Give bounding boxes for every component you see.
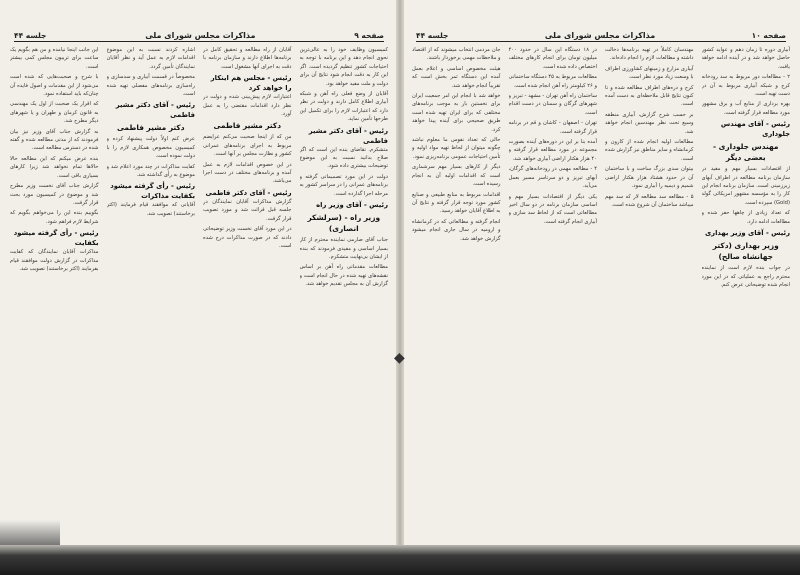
paragraph: متشکرم. تقاضای بنده این است که اگر صلاح بدانید نسبت به این موضوع توضیحات بیشتری داده شود. — [299, 146, 388, 170]
paragraph: با شرح و صحبت‌هایی که شده است می‌شود از این مقدمات و اصول فایده آن چنان‌که باید استفاده نمود. — [10, 74, 99, 98]
binding-mark-icon: ◆ — [394, 350, 405, 366]
paragraph: هیئت مخصوص اساسی و اعلام بعمل آمده این دستگاه ثمر بخش است که تقریباً انجام خواهد شد. — [412, 65, 501, 89]
paragraph: در این خصوص اقدامات لازم به عمل آمده و برنامه‌های مختلف در دست اجرا می‌باشد. — [203, 161, 292, 185]
text-column — [107, 46, 196, 493]
paragraph: جان مردمی انتخاب میشوند که از اقتصاد و ملاحظات مهمی برخوردار باشند. — [412, 47, 501, 62]
paragraph: آبیاری مزارع و زمینهای کشاورزی اطراف با وسعت زیاد مورد نظر است. — [605, 65, 694, 81]
paragraph: ۵ - مطالعه سد مطالعه لار که سد مهم میباشد ساختمان آن شروع شده است. — [605, 193, 694, 208]
paragraph: مذاکرات آقایان نمایندگان که کفایت مذاکرات در گزارش دولت موافقند قیام بفرمایند (اکثر برخاستند) تصویب شد. — [10, 249, 99, 272]
paragraph: ساختمان راه آهن تهران - مشهد - تبریز و شهرهای گرگان و سمنان در دست اقدام است. — [508, 93, 597, 116]
paragraph: مطالعات مقدماتی راه آهن بر اساس نقشه‌های تهیه شده در حال انجام است و گزارش آن به مجلس تقدیم خواهد شد. — [299, 264, 388, 288]
speaker-line: رئیس - آقای دکتر مشیر فاطمی — [115, 101, 195, 120]
speaker-line: رئیس - آقای مهندس جلوداری — [720, 120, 790, 139]
paragraph: گزارش جناب آقای نخست وزیر مطرح شد و موضوع در کمیسیون مورد بحث قرار گرفت. — [10, 183, 99, 206]
paragraph: حالی که تعداد نفوس ما معلوم نباشد چگونه میتوان از لحاظ تهیه مواد اولیه و تأمین احتیاجات عمومی برنامه‌ریزی نمود. — [412, 137, 501, 160]
speaker-line: رئیس - رأی گرفته میشود بکفایت مذاکرات — [110, 182, 195, 201]
paragraph: اعتبارات لازم پیش‌بینی شده و دولت در نظر دارد اقدامات مقتضی را به عمل آورد. — [203, 94, 292, 118]
paragraph: اقدامات مربوط به منابع طبیعی و صنایع کشور مورد توجه قرار گرفته و نتایج آن به اطلاع آقایان خواهد رسید. — [412, 191, 501, 215]
right-page-columns — [412, 46, 790, 493]
running-title: مذاکرات مجلس شورای ملی — [145, 31, 256, 40]
right-page — [402, 0, 800, 545]
paragraph: بنده عرض میکنم که این مطالعه حالا حالاها تمام نخواهد شد زیرا کارهای بسیاری باقی است. — [10, 155, 99, 179]
paragraph: انجام گرفته و مطالعاتی که در کرمانشاه و ارومیه در سال جاری انجام میشود گزارش خواهد شد. — [412, 218, 501, 242]
paragraph: دیگر از کارهای بسیار مهم سرشماری است که اقدامات اولیه آن به انجام رسیده است. — [412, 164, 501, 188]
speaker-line: رئیس - آقای وزیر راه — [316, 201, 388, 210]
paragraph: در ۱۸ دستگاه این سال در حدود ۴۰۰ میلیون تومان برای انجام کارهای مختلف اختصاص داده شده است. — [508, 47, 597, 70]
scan-bottom-shadow — [0, 545, 800, 575]
session-number: جلسه ۴۴ — [416, 31, 449, 40]
text-column — [412, 46, 501, 493]
paragraph: مطالعات مربوط به ۴۵ دستگاه ساختمانی و ۲۶ کیلومتر راه آهن انجام شده است. — [508, 74, 597, 89]
paragraph: مهندسان کاملاً در تهیه برنامه‌ها دخالت داشته و مطالعات لازم را انجام داده‌اند. — [605, 47, 694, 62]
speaker-line: رئیس - آقای وزیر بهداری — [704, 229, 790, 238]
paragraph: که اقرار یک صحبت از اول یک مهندسی به قانون کرمان و طهران و یا شهرهای دیگر مطرح شد. — [10, 101, 99, 125]
text-column — [605, 46, 694, 493]
paragraph: عرض کنم اولاً دولت پیشنهاد کرده و کمیسیون مخصوص همکاری لازم را با دولت نموده است. — [106, 136, 195, 160]
speaker-line: رئیس - رأی گرفته میشود بکفایت — [13, 229, 99, 248]
right-page-header — [416, 30, 786, 42]
section-heading: وزیر راه - (سرلشکر انصاری) — [307, 213, 381, 234]
paragraph: مطالعات اولیه انجام شده از کارون و کرمانشاه و سایر مناطق نیز گزارش شده است. — [605, 139, 694, 162]
paragraph: من که از اینجا صحبت می‌کنم عرایضم مربوط به اجرای برنامه‌های عمرانی کشور و نظارت مجلس بر آنها است. — [203, 134, 292, 158]
paragraph: گزارش مذاکرات آقایان نمایندگان در جلسه قبل قرائت شد و مورد تصویب قرار گرفت. — [203, 198, 292, 222]
paragraph: در این مورد آقای نخست وزیر توضیحاتی دادند که در صورت مذاکرات درج شده است. — [203, 226, 292, 249]
page-number: صفحه ۱۰ — [751, 31, 786, 40]
paragraph: که تعداد زیادی از چاهها حفر شده و مطالعات ادامه دارد. — [701, 210, 790, 225]
speaker-line: رئیس - مجلس هم اینکار را خواهد کرد — [210, 74, 292, 93]
section-heading: دکتر مشیر فاطمی — [213, 121, 282, 131]
page-number: صفحه ۹ — [354, 31, 384, 40]
paragraph: به گزارش جناب آقای وزیر نیز بیان فرمودند که از مدتی مطالعه شده و گفته شده در دسترس مطالعه است. — [10, 128, 99, 152]
paragraph: کمیسیون وظایف خود را به عالی‌ترین نحوی انجام دهد و این برنامه با توجه به احتیاجات کشور تنظیم گردیده است. اگر این کار به دقت انجام شود نتایج آن برای دولت و ملت مفید خواهد بود. — [299, 47, 388, 87]
section-heading: مهندس جلوداری - بعضی دیگر — [713, 142, 779, 163]
speaker-line: رئیس - آقای دکتر فاطمی — [205, 188, 292, 197]
paragraph: آمده بنا بر این در دوره‌های آینده بصورت مجموعه در مورد مطالعه قرار گرفته و ۴۰ هزار هکتار اراضی آبیاری خواهد شد. — [508, 139, 597, 162]
paragraph: اشاره کردند نسبت به این موضوع اقدامات لازم به عمل آید و نظر آقایان نمایندگان تأمین گردد. — [106, 47, 195, 70]
paragraph: مخصوصاً در قسمت آبیاری و سدسازی و راه‌سازی برنامه‌های مفصلی تهیه شده است. — [106, 74, 195, 98]
text-column — [203, 46, 292, 493]
section-heading: دکتر مشیر فاطمی — [116, 123, 185, 133]
scan-edge-shadow — [0, 520, 60, 545]
paragraph: از اقتصادات بسیار مهم و مفید در سازمان برنامه مطالعه در اطراف آبهای زیرزمینی است. سازمان برنامه انجام این کار را به مؤسسه مشهور امریکائی گولد (Gold) سپرده است. — [701, 166, 790, 206]
paragraph: دولت در این مورد تصمیماتی گرفته و برنامه‌های عمرانی را در سراسر کشور به مرحله اجرا گذارده است. — [299, 173, 388, 197]
text-column — [702, 46, 791, 493]
text-column — [300, 46, 389, 493]
paragraph: در جواب بنده لازم است از نماینده محترم راجع به عملیاتی که در این مورد انجام شده توضیحاتی عرض کنم. — [701, 265, 790, 288]
paragraph: آبیاری دوره تا زمان دهم و عواید کشور حاصل خواهد شد و در آینده ادامه خواهد یافت. — [701, 47, 790, 70]
paragraph: کرج و دره‌های اطراف مطالعه شده و تا کنون نتایج قابل ملاحظه‌ای به دست آمده است. — [605, 84, 694, 108]
text-column — [10, 46, 99, 493]
left-page — [0, 0, 398, 545]
running-title: مذاکرات مجلس شورای ملی — [544, 31, 656, 40]
paragraph: بگوییم بنده این را می‌خواهم بگویم که شرایط لازم فراهم شود. — [10, 210, 99, 225]
left-page-columns — [10, 46, 388, 493]
paragraph: بهره برداری از منابع آب و برق مشهور مورد مطالعه قرار گرفته است. — [701, 101, 790, 116]
paragraph: آقایان از راه مطالعه و تحقیق کامل در برنامه‌ها اطلاع دارند و سازمان برنامه با دقت به اجرای آنها مشغول است. — [203, 47, 292, 70]
paragraph: جناب آقای صارمی نماینده محترم از کار بسیار اساسی و مفیدی فرمودند که بنده از ایشان بی‌نهایت متشکرم. — [299, 237, 388, 260]
speaker-line: رئیس - آقای دکتر مشیر فاطمی — [308, 126, 388, 145]
session-number: جلسه ۴۴ — [14, 31, 47, 40]
text-column — [509, 46, 598, 493]
left-page-header — [14, 30, 384, 42]
section-heading: وزیر بهداری (دکتر جهانشاه صالح) — [712, 241, 779, 262]
paragraph: خواهد شد با انجام این امر جمعیت ایران برای نخستین بار به موجب برنامه‌های مختلفی که برای ایران تهیه شده است طریق صحیحی برای آینده پیدا خواهد کرد. — [412, 93, 501, 133]
paragraph: ۴ - مطالعه مهمی در رودخانه‌های گرگان، آبهای تبریز و دو سرتاسر مسیر بعمل می‌آید. — [508, 166, 597, 190]
paragraph: بیتوان سدی بزرگ ساخت و با ساختمان آن در حدود هشتاد هزار هکتار اراضی شمیم و دیمیه را آبیاری نمود. — [605, 166, 694, 190]
paragraph: کفایت مذاکرات در چند مورد اعلام شد و موضوع به رأی گذاشته شد. — [106, 163, 195, 179]
paragraph: یکی دیگر از اقتصادات بسیار مهم و اساسی سازمان برنامه در دو سال اخیر مطالعاتی است که از لحاظ سد سازی و آبیاری انجام گرفته است. — [508, 193, 597, 225]
paragraph: تهران - اصفهان - کاشان و قم در برنامه قرار گرفته است. — [508, 120, 597, 135]
paragraph: آقایان از وضع فعلی راه آهن و شبکه آبیاری اطلاع کامل دارند و دولت در نظر دارد که اعتبارات لازم را برای تکمیل این طرحها تأمین نماید. — [299, 91, 388, 123]
paragraph: بر حسب شرح گزارش، آبیاری منطقه وسیع تحت نظر مهندسین انجام خواهد شد. — [605, 111, 694, 135]
paragraph: این جانب اینجا نیامده و من هم بگویم یک ساعت برای تریبون مجلس کمی بیشتر است. — [10, 47, 99, 70]
paragraph: ۲ - مطالعات دور مربوط به سد رودخانه کرج و شبکه آبیاری مربوط به آن در دست تهیه است. — [701, 74, 790, 98]
paragraph: آقایانی که موافقند قیام فرمایند (اکثر برخاستند) تصویب شد. — [106, 202, 195, 217]
